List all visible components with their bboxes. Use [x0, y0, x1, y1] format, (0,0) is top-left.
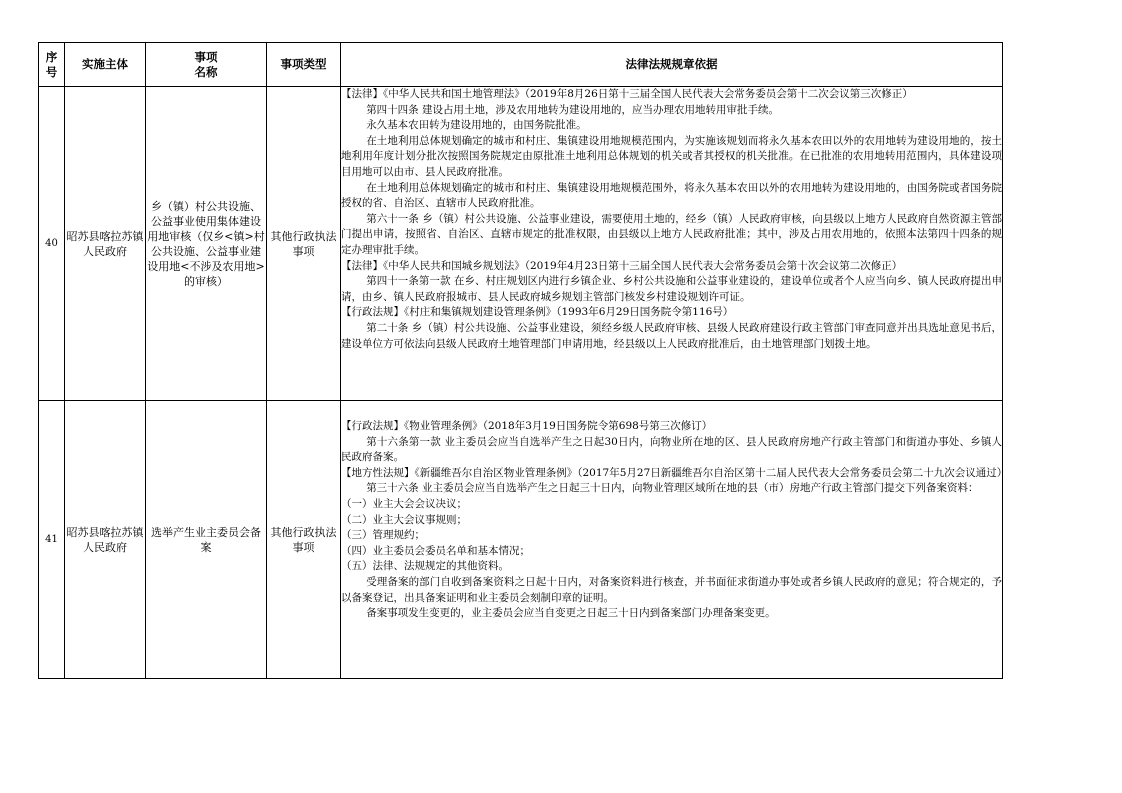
table-header-row	[39, 43, 1003, 87]
legal-basis-paragraph: 【行政法规】《物业管理条例》（2018年3月19日国务院令第698号第三次修订）	[341, 420, 713, 432]
table-row	[39, 401, 1003, 679]
legal-basis-paragraph: 永久基本农田转为建设用地的，由国务院批准。	[366, 119, 587, 132]
legal-basis-paragraph: （一）业主大会会议决议；	[341, 497, 467, 510]
legal-basis-paragraph: 【法律】《中华人民共和国城乡规划法》（2019年4月23日第十三届全国人民代表大会常务委员会第十次会议第二次修正）	[341, 259, 903, 272]
legal-basis-paragraph: （四）业主委员会委员名单和基本情况；	[341, 544, 530, 557]
row-item-type: 其他行政执法事项	[267, 401, 341, 679]
header-item-name: 事项名称	[146, 43, 267, 87]
header-entity: 实施主体	[65, 43, 146, 87]
legal-basis-paragraph: （五）法律、法规规定的其他资料。	[341, 560, 509, 573]
legal-basis-paragraph: （二）业主大会议事规则；	[341, 513, 467, 526]
header-legal-basis: 法律法规规章依据	[341, 43, 1003, 87]
legal-basis-paragraph: 在土地利用总体规划确定的城市和村庄、集镇建设用地规模范围外，将永久基本农田以外的农用地转为建设用地的，由国务院或者国务院授权的省、自治区、直辖市人民政府批准。	[341, 181, 1002, 210]
legal-basis-paragraph: 【法律】《中华人民共和国土地管理法》（2019年8月26日第十三届全国人民代表大会常务委员会第十二次会议第三次修正）	[341, 88, 913, 100]
row-item-type: 其他行政执法事项	[267, 87, 341, 401]
header-index: 序号	[39, 43, 65, 87]
row-entity: 昭苏县喀拉苏镇人民政府	[65, 87, 146, 401]
row-index: 41	[39, 401, 65, 679]
row-item-name: 选举产生业主委员会备案	[146, 401, 267, 679]
legal-basis-paragraph: 第二十条 乡（镇）村公共设施、公益事业建设，须经乡级人民政府审核、县级人民政府建设行政主管部门审查同意并出具选址意见书后，建设单位方可依法向县级人民政府土地管理部门申请用地，经县级以上人民政府批准后，由土地管理部门划拨土地。	[341, 321, 1002, 350]
row-entity: 昭苏县喀拉苏镇人民政府	[65, 401, 146, 679]
row-legal-basis	[341, 401, 1008, 679]
table-row	[39, 87, 1003, 401]
legal-basis-paragraph: 第十六条第一款 业主委员会应当自选举产生之日起30日内，向物业所在地的区、县人民政府房地产行政主管部门和街道办事处、乡镇人民政府备案。	[341, 435, 1002, 464]
legal-basis-paragraph: 第四十四条 建设占用土地，涉及农用地转为建设用地的，应当办理农用地转用审批手续。	[366, 103, 780, 116]
legal-basis-paragraph: 备案事项发生变更的，业主委员会应当自变更之日起三十日内到备案部门办理备案变更。	[366, 607, 776, 620]
legal-basis-paragraph: 第三十六条 业主委员会应当自选举产生之日起三十日内，向物业管理区域所在地的县（市）房地产行政主管部门提交下列备案资料：	[366, 482, 979, 495]
legal-basis-table	[38, 42, 1008, 679]
row-legal-basis	[341, 87, 1003, 401]
legal-basis-paragraph: （三）管理规约；	[341, 529, 425, 542]
legal-basis-paragraph: 第六十一条 乡（镇）村公共设施、公益事业建设，需要使用土地的，经乡（镇）人民政府审核，向县级以上地方人民政府自然资源主管部门提出申请，按照省、自治区、直辖市规定的批准权限，由县级以上地方人民政府批准；其中，涉及占用农用地的，依照本法第四十四条的规定办理审批手续。	[341, 212, 1002, 256]
legal-basis-paragraph: 在土地利用总体规划确定的城市和村庄、集镇建设用地规模范围内，为实施该规划而将永久基本农田以外的农用地转为建设用地的，按土地利用年度计划分批次按照国务院规定由原批准土地利用总体规划的机关或者其授权的机关批准。在已批准的农用地转用范围内，具体建设项目用地可以由市、县人民政府批准。	[341, 134, 1002, 178]
header-item-type: 事项类型	[267, 43, 341, 87]
legal-basis-paragraph: 第四十一条第一款 在乡、村庄规划区内进行乡镇企业、乡村公共设施和公益事业建设的，建设单位或者个人应当向乡、镇人民政府提出申请，由乡、镇人民政府报城市、县人民政府城乡规划主管部门核发乡村建设规划许可证。	[341, 275, 1002, 303]
row-item-name: 乡（镇）村公共设施、公益事业使用集体建设用地审核（仅乡<镇>村公共设施、公益事业建设用地<不涉及农用地>的审核）	[146, 87, 267, 401]
legal-basis-paragraph: 【行政法规】《村庄和集镇规划建设管理条例》（1993年6月29日国务院令第116号）	[341, 306, 734, 319]
row-index: 40	[39, 87, 65, 401]
legal-basis-paragraph: 受理备案的部门自收到备案资料之日起十日内，对备案资料进行核查，并书面征求街道办事处或者乡镇人民政府的意见；符合规定的，予以备案登记，出具备案证明和业主委员会刻制印章的证明。	[341, 575, 1002, 604]
legal-basis-paragraph: 【地方性法规】《新疆维吾尔自治区物业管理条例》（2017年5月27日新疆维吾尔自治区第十二届人民代表大会常务委员会第二十九次会议通过）	[341, 466, 1008, 479]
